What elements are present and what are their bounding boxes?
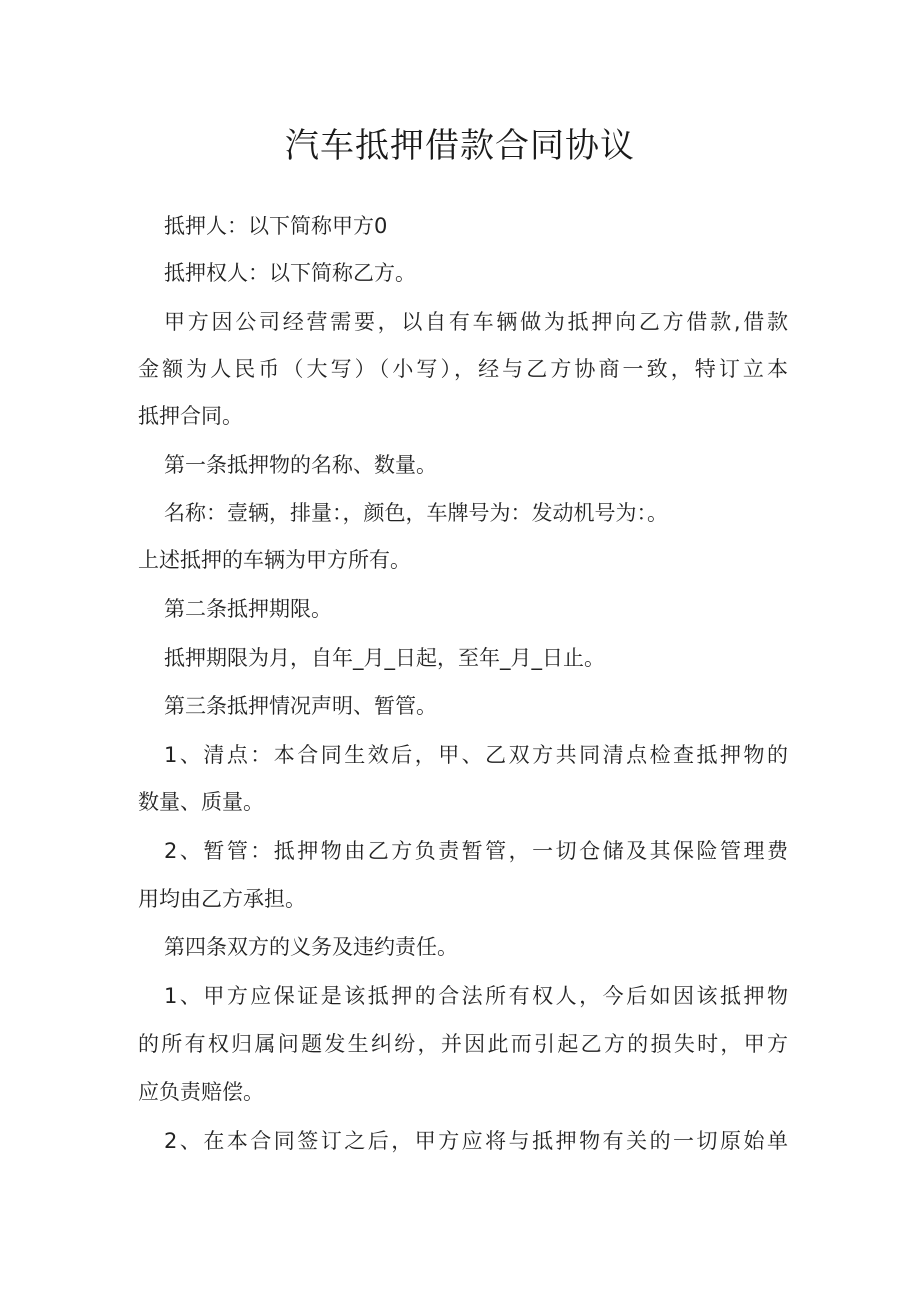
paragraph-line: 第四条双方的义务及违约责任。 xyxy=(164,935,458,959)
paragraph-line: 抵押权人：以下简称乙方。 xyxy=(164,261,416,285)
paragraph-line: 名称：壹辆，排量：，颜色，车牌号为：发动机号为：。 xyxy=(164,501,668,525)
paragraph-line: 2、暂管：抵押物由乙方负责暂管，一切仓储及其保险管理费 xyxy=(164,839,788,863)
paragraph-line: 应负责赔偿。 xyxy=(138,1080,264,1104)
paragraph-line: 金额为人民币（大写）（小写），经与乙方协商一致，特订立本 xyxy=(138,357,788,381)
paragraph-line: 的所有权归属问题发生纠纷，并因此而引起乙方的损失时，甲方 xyxy=(138,1032,788,1056)
paragraph-line: 数量、质量。 xyxy=(138,790,264,814)
paragraph-line: 第二条抵押期限。 xyxy=(164,597,332,621)
paragraph-line: 抵押人：以下简称甲方0 xyxy=(164,214,388,238)
paragraph-line: 1、甲方应保证是该抵押的合法所有权人，今后如因该抵押物 xyxy=(164,984,788,1008)
paragraph-line: 第三条抵押情况声明、暂管。 xyxy=(164,694,437,718)
paragraph-line: 2、在本合同签订之后，甲方应将与抵押物有关的一切原始单 xyxy=(164,1129,788,1153)
document-title: 汽车抵押借款合同协议 xyxy=(285,126,635,166)
paragraph-line: 第一条抵押物的名称、数量。 xyxy=(164,453,437,477)
paragraph-line: 1、清点：本合同生效后，甲、乙双方共同清点检查抵押物的 xyxy=(164,743,788,767)
paragraph-line: 甲方因公司经营需要，以自有车辆做为抵押向乙方借款,借款 xyxy=(164,310,788,334)
paragraph-line: 抵押合同。 xyxy=(138,404,243,428)
paragraph-line: 抵押期限为月，自年_月_日起，至年_月_日止。 xyxy=(164,646,605,670)
paragraph-line: 用均由乙方承担。 xyxy=(138,887,306,911)
paragraph-line: 上述抵押的车辆为甲方所有。 xyxy=(138,548,411,572)
